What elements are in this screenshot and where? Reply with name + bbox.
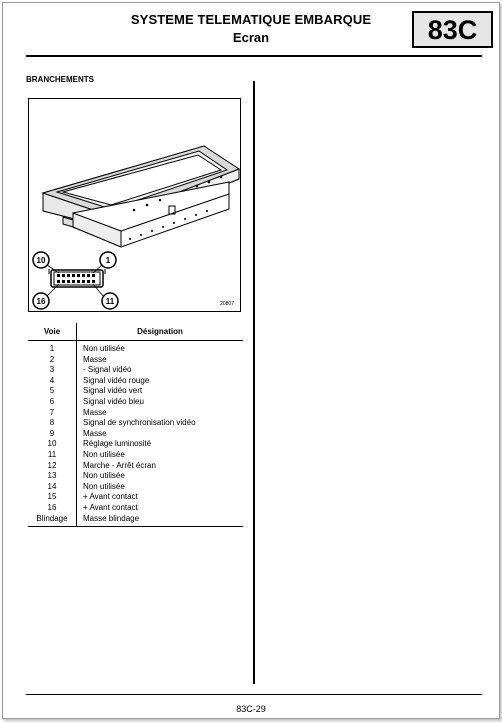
cell-designation: Non utilisée: [83, 481, 125, 491]
cell-voie: 8: [28, 418, 77, 429]
table-row: [28, 341, 243, 355]
cell-voie: Blindage: [28, 514, 77, 527]
cell-designation: Signal vidéo rouge: [83, 375, 150, 385]
table-row: [28, 386, 243, 397]
screen-unit-illustration: [29, 99, 240, 311]
cell-voie: 2: [28, 355, 77, 366]
cell-voie: 10: [28, 439, 77, 450]
connector-figure: [28, 98, 241, 312]
table-row: [28, 482, 243, 493]
cell-voie: 13: [28, 471, 77, 482]
cell-designation: Signal vidéo bleu: [83, 396, 144, 406]
table-row: [28, 514, 243, 527]
table-row: [28, 429, 243, 440]
callout-label-1: 1: [105, 256, 111, 265]
table-row: [28, 439, 243, 450]
table-row: [28, 492, 243, 503]
cell-voie: 7: [28, 408, 77, 419]
cell-designation: Réglage luminosité: [83, 439, 152, 449]
cell-voie: 3: [28, 365, 77, 376]
callout-label-10: 10: [36, 256, 46, 265]
header-divider: [26, 55, 482, 57]
cell-voie: 16: [28, 503, 77, 514]
cell-voie: 9: [28, 429, 77, 440]
header-voie: Voie: [28, 323, 77, 341]
table-row: [28, 461, 243, 472]
section-code-badge: 83C: [412, 11, 493, 48]
table-header-row: [28, 323, 243, 341]
table-row: [28, 418, 243, 429]
figure-reference: 20807: [220, 301, 234, 307]
cell-voie: 11: [28, 450, 77, 461]
cell-designation: Masse: [83, 428, 107, 438]
callout-label-16: 16: [36, 297, 46, 306]
cell-voie: 15: [28, 492, 77, 503]
table-row: [28, 365, 243, 376]
cell-voie: 1: [28, 341, 77, 355]
table-row: [28, 450, 243, 461]
table-row: [28, 503, 243, 514]
table-row: [28, 408, 243, 419]
manual-page: [2, 2, 500, 719]
table-row: [28, 355, 243, 366]
pinout-rows: [28, 341, 243, 527]
table-row: [28, 471, 243, 482]
cell-voie: 5: [28, 386, 77, 397]
cell-designation: Masse: [83, 354, 107, 364]
page-number: 83C-29: [236, 704, 266, 714]
page-title: SYSTEME TELEMATIQUE EMBARQUE: [130, 12, 372, 27]
cell-designation: Masse blindage: [77, 514, 244, 527]
cell-designation: - Signal vidéo: [83, 365, 132, 375]
header-designation: Désignation: [77, 323, 244, 341]
cell-designation: Masse: [83, 407, 107, 417]
cell-voie: 14: [28, 482, 77, 493]
footer-divider: [26, 694, 482, 695]
cell-designation: Non utilisée: [83, 449, 125, 459]
table-row: [28, 376, 243, 387]
cell-designation: Marche - Arrêt écran: [83, 460, 156, 470]
cell-designation: Non utilisée: [83, 344, 125, 353]
cell-designation: + Avant contact: [83, 502, 138, 512]
cell-voie: 6: [28, 397, 77, 408]
section-heading: BRANCHEMENTS: [26, 75, 94, 84]
cell-designation: Signal de synchronisation vidéo: [83, 418, 196, 428]
cell-designation: Signal vidéo vert: [83, 386, 143, 396]
cell-voie: 4: [28, 376, 77, 387]
cell-designation: Non utilisée: [83, 471, 125, 481]
cell-designation: + Avant contact: [83, 492, 138, 502]
callout-label-11: 11: [105, 297, 115, 306]
pinout-table: [28, 323, 243, 527]
table-row: [28, 397, 243, 408]
page-subtitle: Ecran: [232, 30, 270, 45]
cell-voie: 12: [28, 461, 77, 472]
column-divider: [253, 81, 255, 684]
